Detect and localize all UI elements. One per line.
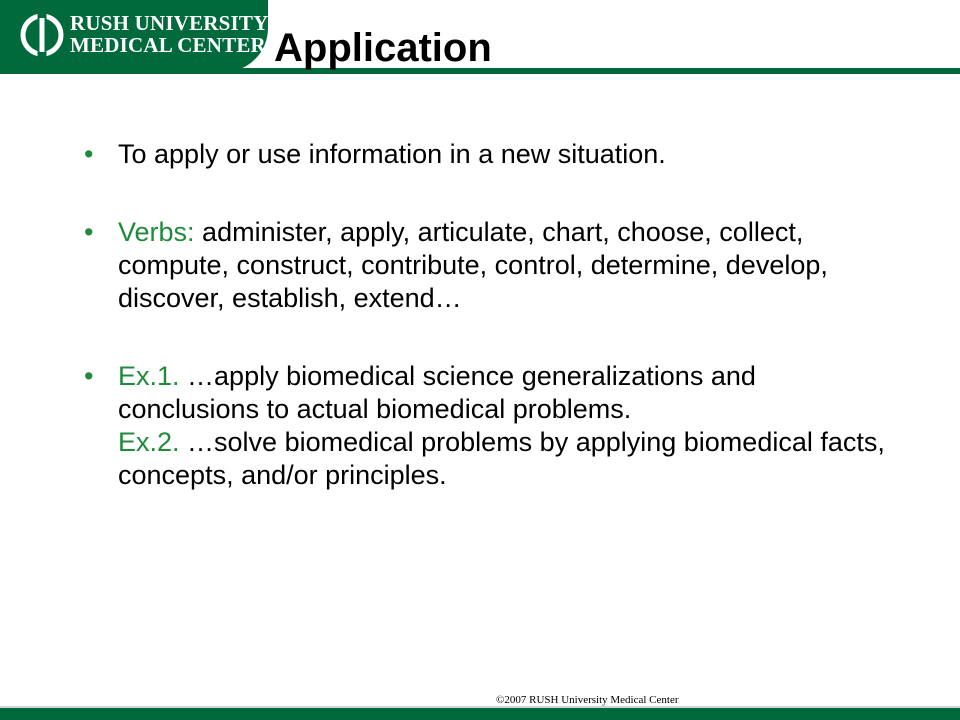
example-2-text: …solve biomedical problems by applying biomedical facts, concepts, and/or principles. bbox=[118, 427, 885, 490]
copyright-notice: ©2007 RUSH University Medical Center bbox=[496, 694, 679, 706]
bullet-list bbox=[84, 138, 904, 492]
footer-bar bbox=[0, 708, 960, 720]
example-2-label: Ex.2. bbox=[118, 427, 180, 457]
verbs-text: administer, apply, articulate, chart, choose, collect, compute, construct, contribute, control, determine, develop, discover, establish, extend… bbox=[118, 217, 828, 313]
logo-tab bbox=[0, 0, 268, 72]
logo-line-university: RUSH UNIVERSITY bbox=[70, 11, 269, 35]
bullet-definition bbox=[84, 138, 904, 171]
logo-text bbox=[70, 12, 268, 56]
bullet-verbs bbox=[84, 216, 904, 315]
bullet-dot-icon: • bbox=[84, 139, 94, 169]
rush-logo-icon bbox=[20, 13, 64, 57]
bullet-dot-icon: • bbox=[84, 361, 94, 391]
slide-title: Application bbox=[274, 26, 492, 70]
logo-line-medical-center: MEDICAL CENTER bbox=[70, 33, 266, 57]
verbs-label: Verbs: bbox=[118, 217, 195, 247]
bullet-definition-text: To apply or use information in a new situation. bbox=[118, 139, 666, 169]
bullet-examples bbox=[84, 360, 904, 492]
example-1-label: Ex.1. bbox=[118, 361, 180, 391]
bullet-dot-icon: • bbox=[84, 217, 94, 247]
example-1-text: …apply biomedical science generalizations and conclusions to actual biomedical problems. bbox=[118, 361, 756, 424]
